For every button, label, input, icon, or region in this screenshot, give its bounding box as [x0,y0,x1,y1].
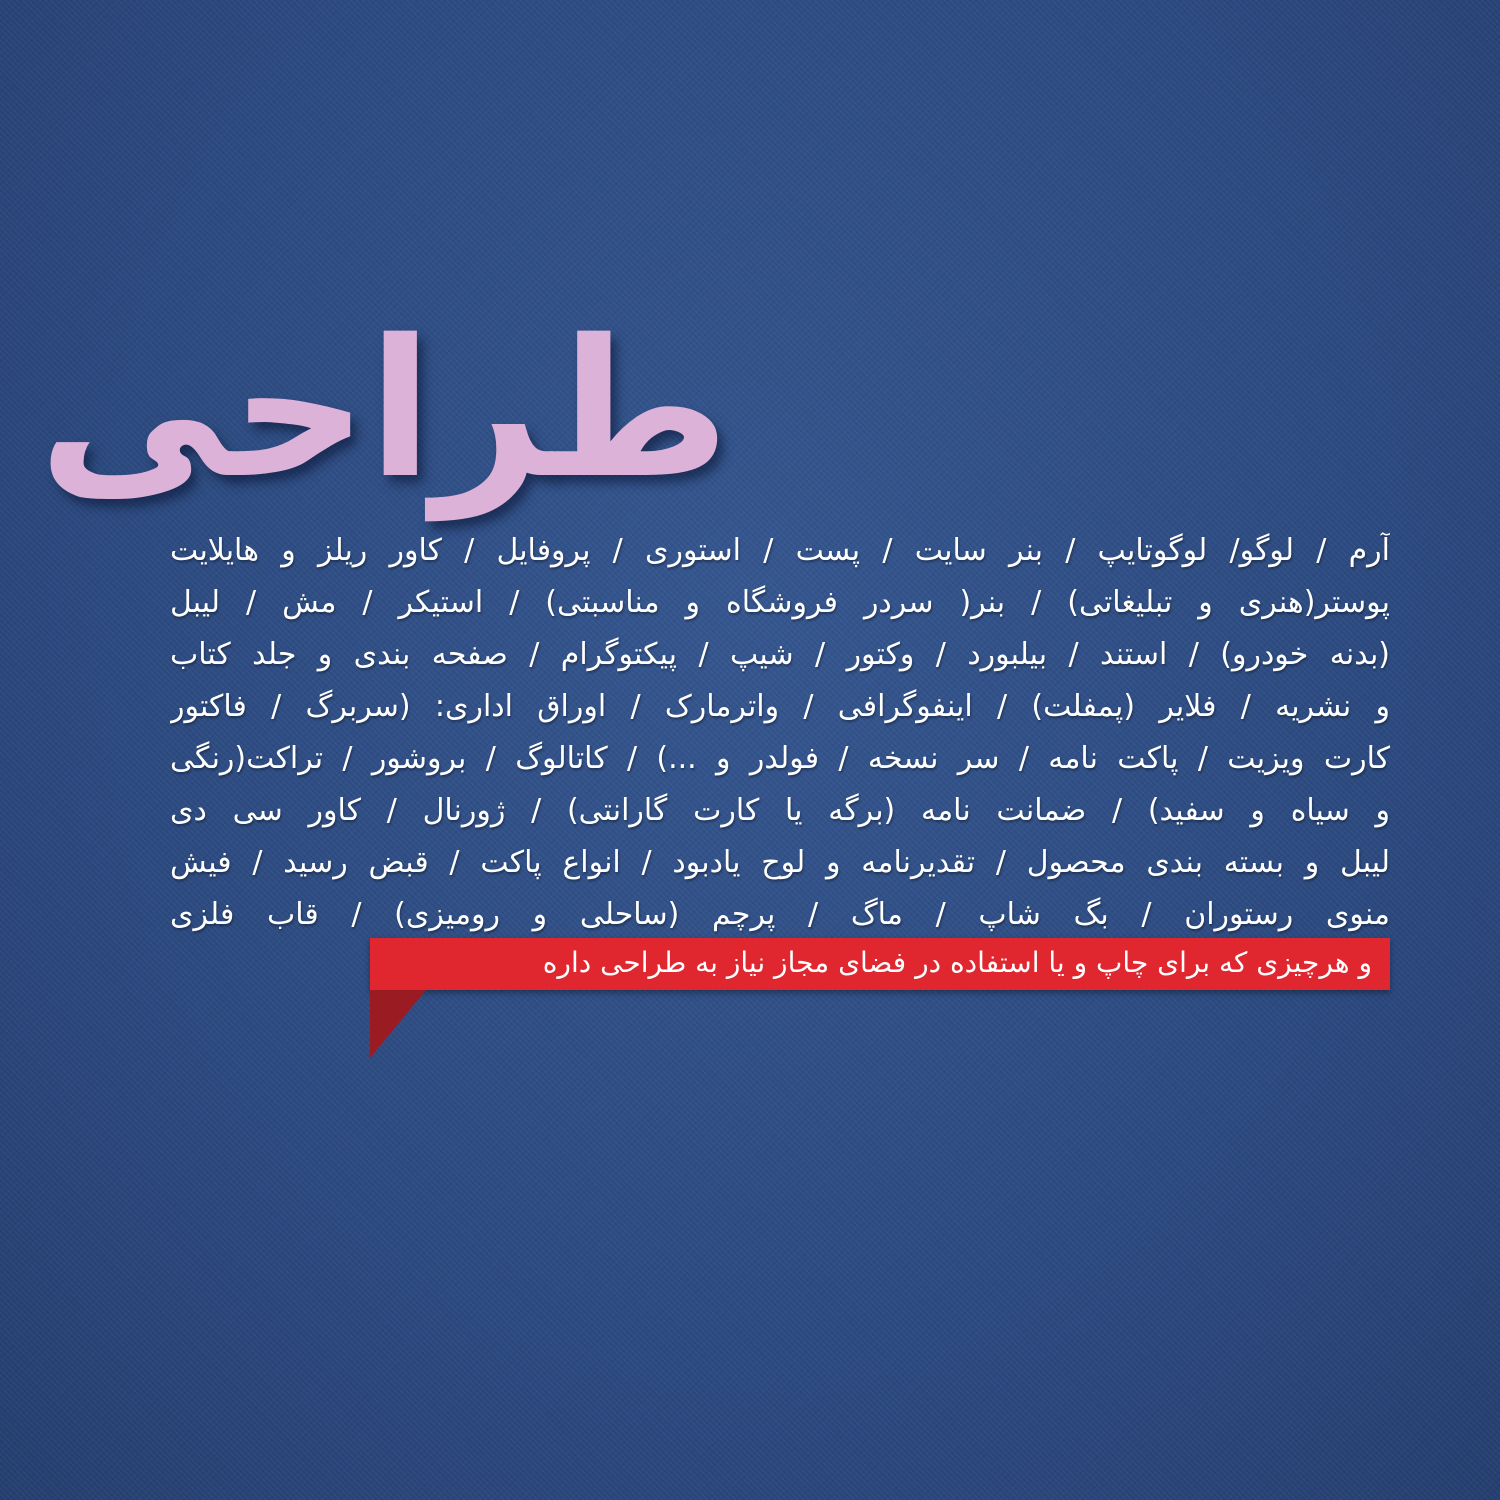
ribbon-banner [370,938,1390,990]
services-line: پوستر(هنری و تبلیغاتی) / بنر( سردر فروشگاه و مناسبتی) / استیکر / مش / لیبل [170,585,1390,620]
services-line: و نشریه / فلایر (پمفلت) / اینفوگرافی / واترمارک / اوراق اداری: (سربرگ / فاکتور [170,689,1390,724]
services-line: (بدنه خودرو) / استند / بیلبورد / وکتور / شیپ / پیکتوگرام / صفحه بندی و جلد کتاب [170,637,1390,672]
banner-text: و هرچیزی که برای چاپ و یا استفاده در فضای مجاز نیاز به طراحی داره [542,946,1372,979]
services-line: لیبل و بسته بندی محصول / تقدیرنامه و لوح یادبود / انواع پاکت / قبض رسید / فیش [170,845,1390,880]
services-line: و سیاه و سفید) / ضمانت نامه (برگه یا کارت گارانتی) / ژورنال / کاور سی دی [170,793,1390,828]
page-title: طراحی [38,299,730,520]
services-line: منوی رستوران / بگ شاپ / ماگ / پرچم (ساحلی و رومیزی) / قاب فلزی [170,897,1390,932]
ribbon-tail-shape [370,990,426,1058]
services-list [170,525,1390,941]
services-line: کارت ویزیت / پاکت نامه / سر نسخه / فولدر و ...) / کاتالوگ / بروشور / تراکت(رنگی [170,741,1390,776]
services-line: آرم / لوگو/ لوگوتایپ / بنر سایت / پست / استوری / پروفایل / کاور ریلز و هایلایت [170,533,1390,568]
